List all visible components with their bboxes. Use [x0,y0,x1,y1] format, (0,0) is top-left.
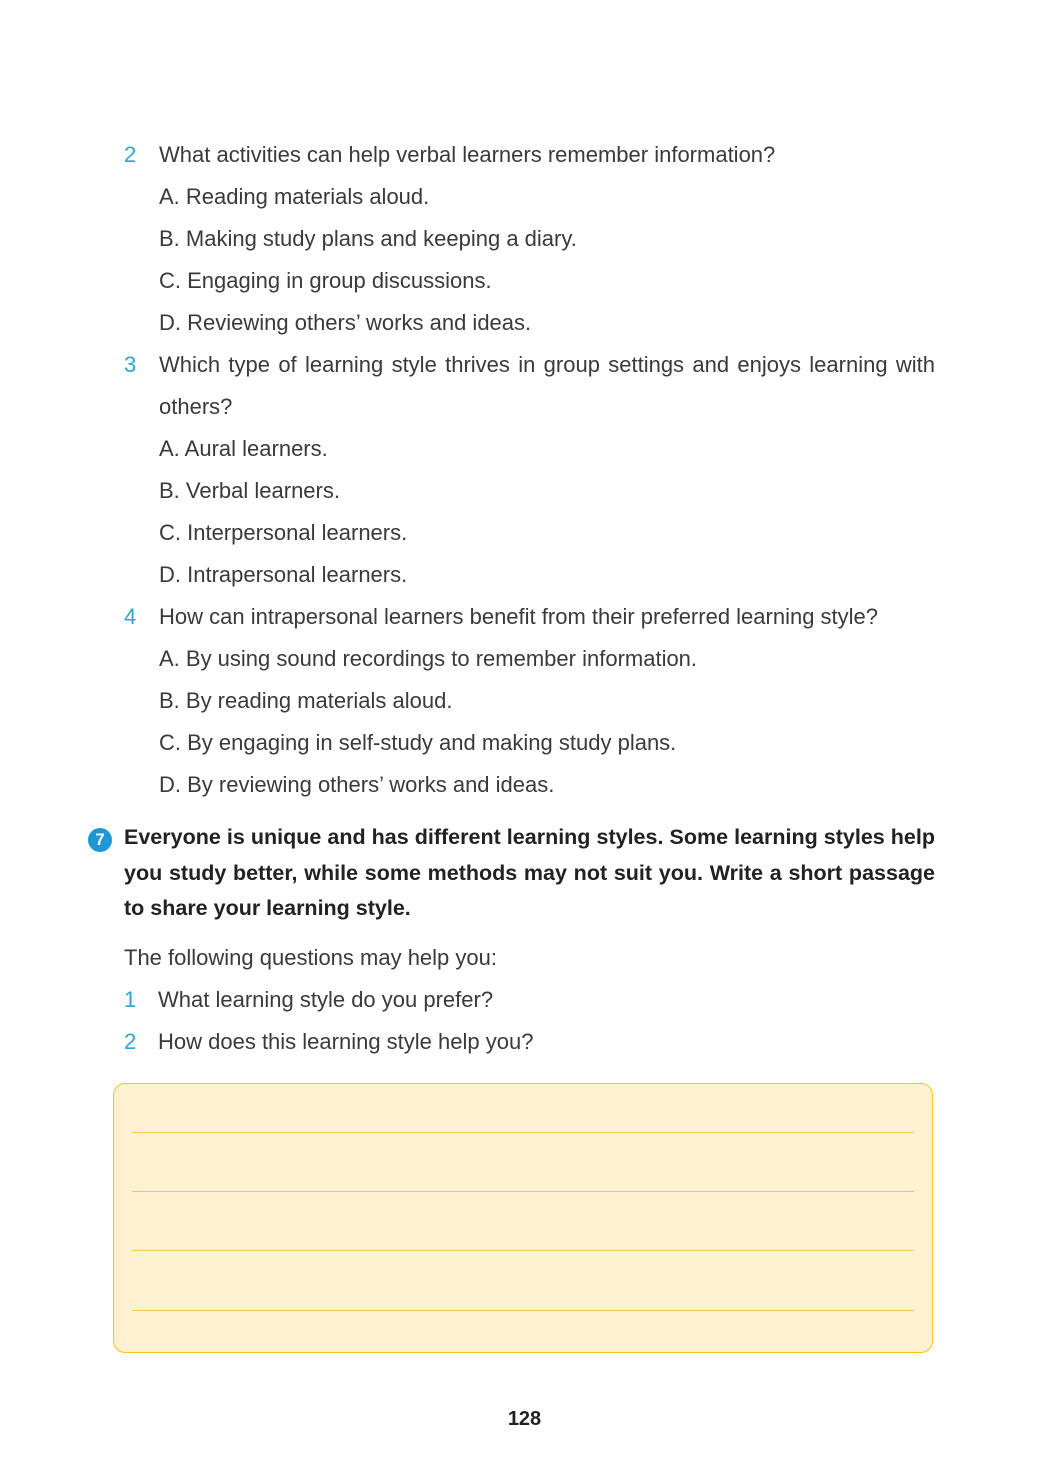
question-number: 2 [124,142,137,167]
option-a: A. Aural learners. [159,436,328,461]
option-c: C. By engaging in self-study and making study plans. [159,730,677,755]
question-number: 3 [124,352,137,377]
question-text: Which type of learning style thrives in group settings and enjoys learning with others? [159,352,935,419]
writing-line[interactable] [132,1250,914,1251]
writing-line[interactable] [132,1132,914,1133]
option-d: D. Reviewing others’ works and ideas. [159,310,532,335]
prompt-number: 2 [124,1029,137,1054]
question-text: How can intrapersonal learners benefit from their preferred learning style? [159,604,879,629]
writing-line[interactable] [132,1310,914,1311]
task-instruction: Everyone is unique and has different learning styles. Some learning styles help you study better, while some methods may not suit you. Write a short passage to share your learning style. [124,825,935,920]
option-d: D. By reviewing others’ works and ideas. [159,772,555,797]
task-number-badge: 7 [88,828,112,852]
question-text: What activities can help verbal learners remember information? [159,142,776,167]
page-number: 128 [507,1408,542,1430]
option-b: B. By reading materials aloud. [159,688,453,713]
option-c: C. Interpersonal learners. [159,520,408,545]
question-number: 4 [124,604,137,629]
option-a: A. Reading materials aloud. [159,184,430,209]
prompt-text: What learning style do you prefer? [158,987,494,1012]
option-a: A. By using sound recordings to remember information. [159,646,698,671]
prompt-text: How does this learning style help you? [158,1029,534,1054]
option-b: B. Making study plans and keeping a diary. [159,226,577,251]
writing-line[interactable] [132,1191,914,1192]
option-c: C. Engaging in group discussions. [159,268,492,293]
option-d: D. Intrapersonal learners. [159,562,408,587]
prompt-number: 1 [124,987,137,1012]
option-b: B. Verbal learners. [159,478,340,503]
task-intro: The following questions may help you: [124,945,497,970]
answer-box[interactable] [113,1083,933,1353]
